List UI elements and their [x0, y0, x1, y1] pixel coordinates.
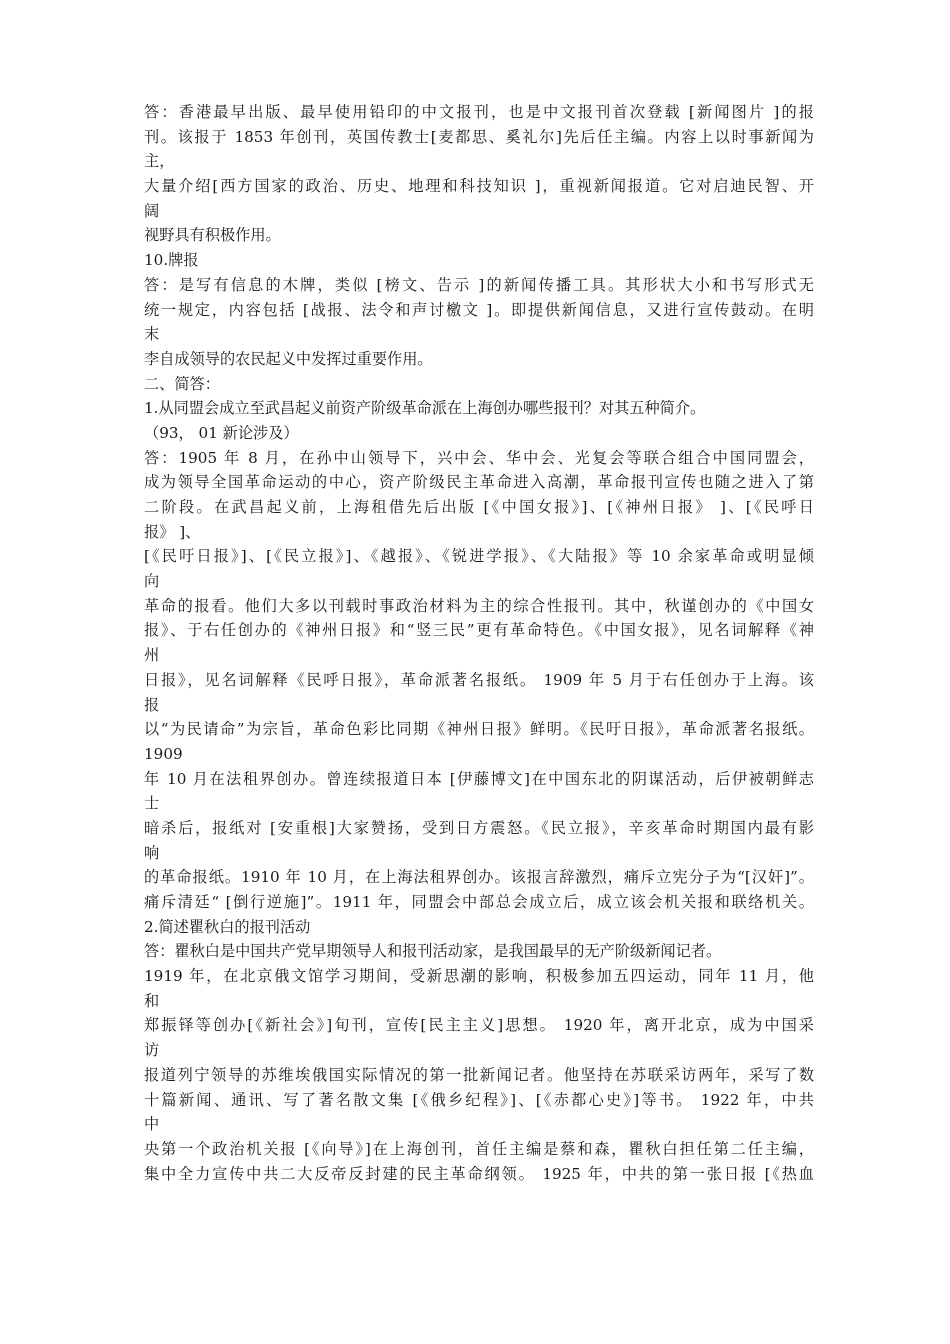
- text-line: 报》、于右任创办的《神州日报》和“竖三民”更有革命特色。《中国女报》，见名词解释《神: [144, 621, 814, 640]
- text-line: 响: [144, 843, 160, 862]
- question-note: （93， 01 新论涉及）: [144, 423, 299, 442]
- text-line: 刊。该报于 1853 年创刊，英国传教士[麦都思、奚礼尔]先后任主编。内容上以时事新闻为: [144, 127, 814, 146]
- text-line: 集中全力宣传中共二大反帝反封建的民主革命纲领。 1925 年，中共的第一张日报 [《热血: [144, 1164, 814, 1183]
- text-line: 日报》，见名词解释《民呼日报》，革命派著名报纸。 1909 年 5 月于右任创办于上海。该: [144, 670, 814, 689]
- text-line: 报道列宁领导的苏维埃俄国实际情况的第一批新闻记者。他坚持在苏联采访两年，采写了数: [144, 1065, 814, 1084]
- text-line: 报: [144, 695, 160, 714]
- text-line: 末: [144, 325, 160, 344]
- text-line: 1909: [144, 744, 183, 763]
- text-line: 答：瞿秋白是中国共产党早期领导人和报刊活动家，是我国最早的无产阶级新闻记者。: [144, 942, 722, 961]
- text-line: 主，: [144, 152, 175, 171]
- text-line: 暗杀后，报纸对 [安重根]大家赞扬，受到日方震怒。《民立报》，辛亥革命时期国内最有影: [144, 818, 814, 837]
- text-line: [《民吁日报》]、[《民立报》]、《越报》、《锐进学报》、《大陆报》等 10 余家革命或明显倾: [144, 547, 814, 566]
- text-line: 答：1905 年 8 月，在孙中山领导下，兴中会、华中会、光复会等联合组合中国同盟会，: [144, 448, 814, 467]
- text-line: 李自成领导的农民起义中发挥过重要作用。: [144, 349, 433, 368]
- text-line: 统一规定，内容包括 [战报、法令和声讨檄文 ]。即提供新闻信息，又进行宣传鼓动。在明: [144, 300, 814, 319]
- text-line: 十篇新闻、通讯、写了著名散文集 [《俄乡纪程》]、[《赤都心史》]等书。 1922 年，中共: [144, 1090, 814, 1109]
- text-line: 的革命报纸。1910 年 10 月，在上海法租界创办。该报言辞激烈，痛斥立宪分子为“[汉奸]”。: [144, 868, 814, 887]
- text-line: 和: [144, 991, 160, 1010]
- document-body: [144, 100, 814, 1186]
- text-line: 中: [144, 1115, 160, 1134]
- text-line: 州: [144, 646, 160, 665]
- question-heading: 1.从同盟会成立至武昌起义前资产阶级革命派在上海创办哪些报刊？对其五种简介。: [144, 399, 706, 418]
- text-line: 年 10 月在法租界创办。曾连续报道日本 [伊藤博文]在中国东北的阴谋活动，后伊被朝鲜志: [144, 769, 814, 788]
- section-heading: 二、简答：: [144, 374, 220, 393]
- text-line: 士: [144, 794, 160, 813]
- text-line: 向: [144, 572, 160, 591]
- text-line: 报》 ]、: [144, 522, 201, 541]
- text-line: 1919 年，在北京俄文馆学习期间，受新思潮的影响，积极参加五四运动，同年 11 月，他: [144, 967, 814, 986]
- text-line: 央第一个政治机关报 [《向导》]在上海创刊，首任主编是蔡和森，瞿秋白担任第二任主编，: [144, 1139, 814, 1158]
- text-line: 成为领导全国革命运动的中心，资产阶级民主革命进入高潮，革命报刊宣传也随之进入了第: [144, 473, 814, 492]
- text-line: 视野具有积极作用。: [144, 226, 281, 245]
- text-line: 以“为民请命”为宗旨，革命色彩比同期《神州日报》鲜明。《民吁日报》，革命派著名报纸。: [144, 720, 814, 739]
- text-line: 郑振铎等创办[《新社会》]旬刊，宣传[民主主义]思想。 1920 年，离开北京，成为中国采: [144, 1016, 814, 1035]
- text-line: 革命的报看。他们大多以刊载时事政治材料为主的综合性报刊。其中，秋谨创办的《中国女: [144, 596, 814, 615]
- text-line: 访: [144, 1041, 160, 1060]
- text-line: 答：香港最早出版、最早使用铅印的中文报刊，也是中文报刊首次登载 [新闻图片 ]的报: [144, 103, 814, 121]
- text-line: 阔: [144, 201, 160, 220]
- question-heading: 2.简述瞿秋白的报刊活动: [144, 917, 311, 936]
- text-line: 二阶段。在武昌起义前，上海租借先后出版 [《中国女报》]、[《神州日报》 ]、[《民呼日: [144, 498, 814, 516]
- text-line: 答：是写有信息的木牌，类似 [榜文、告示 ]的新闻传播工具。其形状大小和书写形式无: [144, 275, 814, 294]
- text-line: 痛斥清廷“ [倒行逆施]”。1911 年，同盟会中部总会成立后，成立该会机关报和联络机关。: [144, 893, 814, 911]
- section-heading: 10.牌报: [144, 251, 199, 270]
- text-line: 大量介绍[西方国家的政治、历史、地理和科技知识 ]，重视新闻报道。它对启迪民智、开: [144, 177, 814, 196]
